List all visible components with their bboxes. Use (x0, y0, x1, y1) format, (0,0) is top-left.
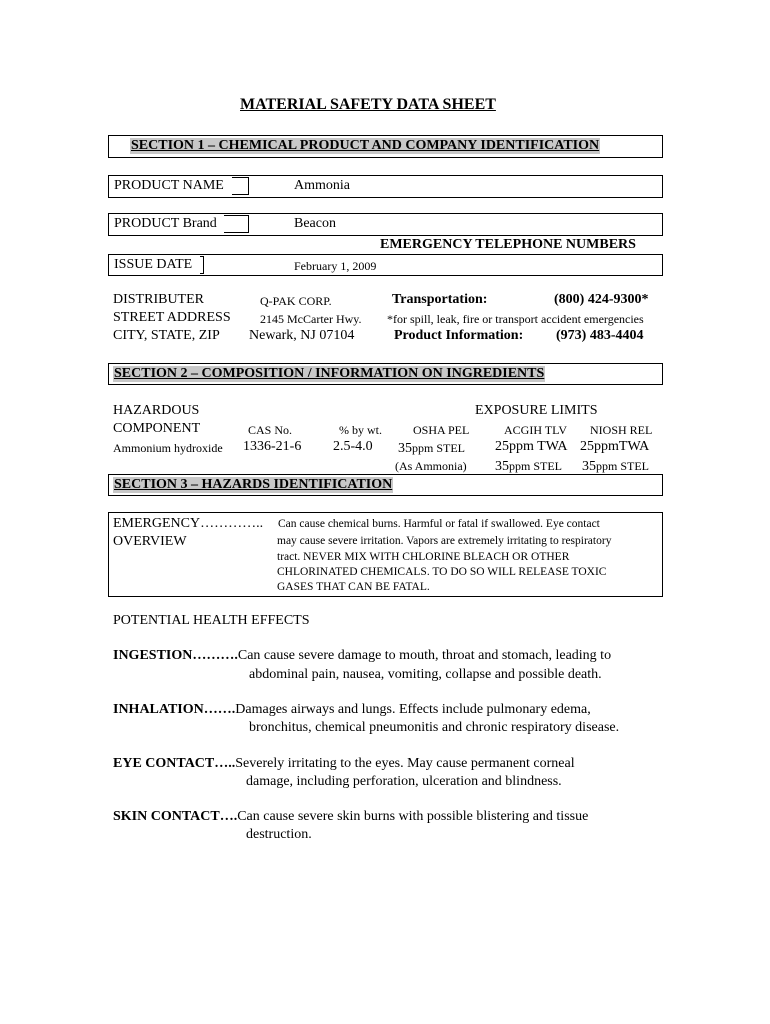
cas-header: CAS No. (248, 423, 293, 437)
inhalation-line-2: bronchitus, chemical pneumonitis and chronic respiratory disease. (249, 720, 620, 735)
acgih-stel-unit: ppm STEL (509, 459, 562, 473)
section1-heading: SECTION 1 – CHEMICAL PRODUCT AND COMPANY IDENTIFICATION (131, 138, 600, 153)
eye-contact-text-1: Severely irritating to the eyes. May cause permanent corneal (235, 756, 575, 771)
issue-date-label: ISSUE DATE (114, 257, 193, 272)
exposure-limits-header: EXPOSURE LIMITS (475, 403, 598, 418)
niosh-stel-value (582, 457, 649, 475)
hazardous-header: HAZARDOUS (113, 403, 200, 418)
overview-line-1: Can cause chemical burns. Harmful or fatal if swallowed. Eye contact (278, 518, 600, 530)
inhalation-text-1: Damages airways and lungs. Effects include pulmonary edema, (235, 702, 591, 717)
street-address-value: 2145 McCarter Hwy. (260, 312, 362, 326)
osha-header: OSHA PEL (413, 423, 470, 437)
osha-value-unit: ppm STEL (412, 441, 465, 455)
overview-line-3: tract. NEVER MIX WITH CHLORINE BLEACH OR OTHER (277, 551, 570, 563)
pct-value: 2.5-4.0 (333, 439, 373, 454)
niosh-stel-unit: ppm STEL (596, 459, 649, 473)
street-address-label: STREET ADDRESS (113, 310, 231, 325)
product-brand-label-box (224, 215, 249, 233)
distributer-label: DISTRIBUTER (113, 292, 204, 307)
acgih-stel-value (495, 457, 562, 475)
product-information-label: Product Information: (394, 328, 524, 343)
inhalation-line-1 (113, 702, 591, 718)
eye-contact-line-1 (113, 756, 575, 772)
osha-value-number: 35 (398, 441, 412, 456)
transportation-note: *for spill, leak, fire or transport accident emergencies (387, 312, 644, 326)
product-name-label: PRODUCT NAME (114, 178, 224, 193)
emergency-telephone-heading: EMERGENCY TELEPHONE NUMBERS (380, 237, 636, 252)
skin-contact-line-2: destruction. (246, 827, 312, 842)
pct-header: % by wt. (339, 423, 382, 437)
eye-contact-label: EYE CONTACT….. (113, 756, 236, 771)
skin-contact-text-1: Can cause severe skin burns with possible blistering and tissue (237, 809, 589, 824)
skin-contact-label: SKIN CONTACT…. (113, 809, 238, 824)
emergency-label: EMERGENCY………….. (113, 516, 264, 531)
distributer-value: Q-PAK CORP. (260, 294, 332, 308)
section2-heading: SECTION 2 – COMPOSITION / INFORMATION ON INGREDIENTS (114, 366, 545, 381)
product-brand-value: Beacon (294, 216, 336, 231)
ingestion-text-1: Can cause severe damage to mouth, throat and stomach, leading to (237, 648, 612, 663)
acgih-twa-value: 25ppm TWA (495, 439, 568, 454)
overview-line-4: CHLORINATED CHEMICALS. TO DO SO WILL RELEASE TOXIC (277, 566, 607, 578)
transportation-label: Transportation: (392, 292, 488, 307)
ingestion-line-1 (113, 648, 611, 664)
inhalation-label: INHALATION……. (113, 702, 236, 717)
transportation-phone: (800) 424-9300* (554, 292, 649, 307)
overview-line-2: may cause severe irritation. Vapors are extremely irritating to respiratory (277, 535, 612, 547)
niosh-stel-number: 35 (582, 459, 596, 474)
city-state-zip-value: Newark, NJ 07104 (249, 328, 355, 343)
issue-date-value: February 1, 2009 (294, 259, 377, 273)
section3-heading: SECTION 3 – HAZARDS IDENTIFICATION (114, 477, 393, 492)
acgih-stel-number: 35 (495, 459, 509, 474)
eye-contact-line-2: damage, including perforation, ulceration and blindness. (246, 774, 562, 789)
product-name-value: Ammonia (294, 178, 350, 193)
niosh-twa-value: 25ppmTWA (580, 439, 650, 454)
product-name-label-box (232, 177, 249, 195)
overview-line-5: GASES THAT CAN BE FATAL. (277, 581, 430, 593)
niosh-header: NIOSH REL (590, 423, 653, 437)
cas-value: 1336-21-6 (243, 439, 302, 454)
city-state-zip-label: CITY, STATE, ZIP (113, 328, 220, 343)
document-title: MATERIAL SAFETY DATA SHEET (240, 96, 496, 113)
ingestion-line-2: abdominal pain, nausea, vomiting, collapse and possible death. (249, 667, 602, 682)
potential-health-effects-heading: POTENTIAL HEALTH EFFECTS (113, 613, 310, 628)
issue-date-label-box (200, 256, 204, 274)
osha-value (398, 439, 465, 457)
component-value: Ammonium hydroxide (113, 441, 223, 455)
osha-note: (As Ammonia) (395, 459, 467, 473)
skin-contact-line-1 (113, 809, 588, 825)
overview-label: OVERVIEW (113, 534, 187, 549)
component-header: COMPONENT (113, 421, 201, 436)
ingestion-label: INGESTION………. (113, 648, 238, 663)
product-information-phone: (973) 483-4404 (556, 328, 644, 343)
product-brand-label: PRODUCT Brand (114, 216, 217, 231)
acgih-header: ACGIH TLV (504, 423, 568, 437)
